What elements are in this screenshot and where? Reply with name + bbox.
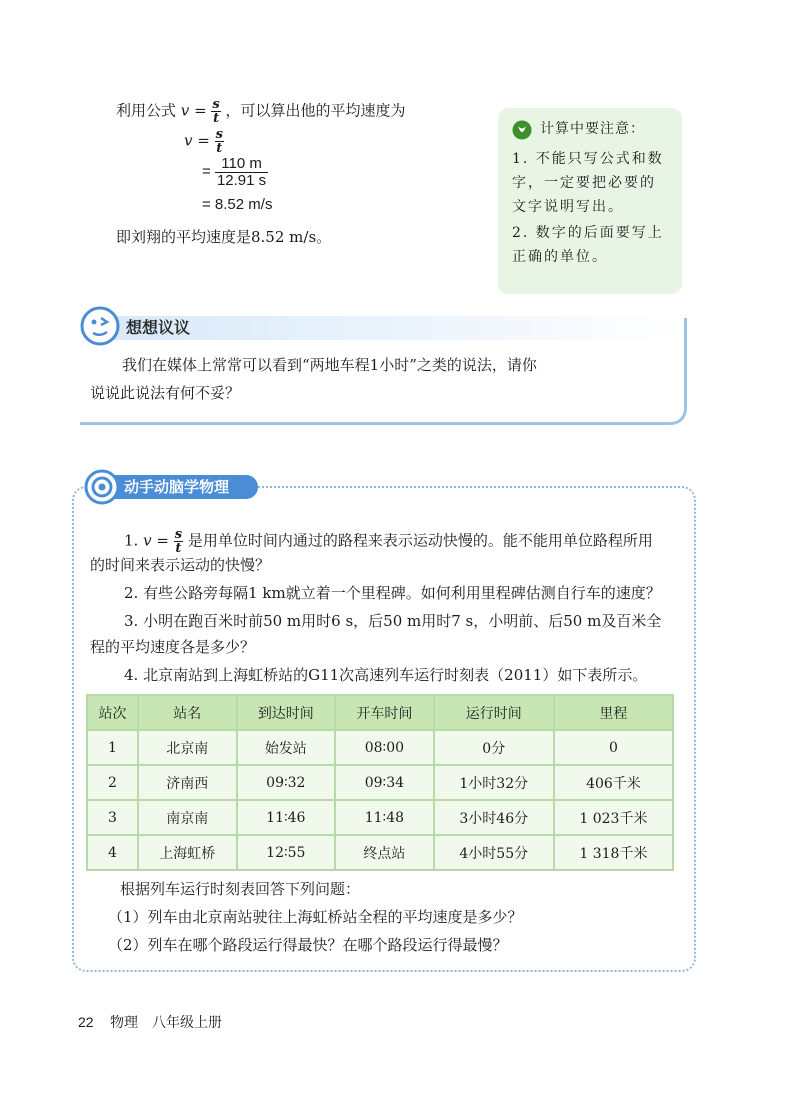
question-4: 4. 北京南站到上海虹桥站的G11次高速列车运行时刻表（2011）如下表所示。 [124, 666, 648, 684]
table-cell: 北京南 [138, 730, 237, 765]
table-cell: 09∶34 [335, 765, 434, 800]
fraction-denominator-t: t [213, 111, 220, 126]
time-value: 12.91 s [216, 171, 267, 189]
tip-line-5: 正确的单位。 [512, 249, 608, 265]
table-cell: 始发站 [237, 730, 336, 765]
table-cell: 11∶48 [335, 800, 434, 835]
hands-on-title: 动手动脑学物理 [124, 478, 230, 496]
table-header-cell: 开车时间 [335, 695, 434, 730]
question-2: 2. 有些公路旁每隔1 km就立着一个里程碑。如何利用里程碑估测自行车的速度？ [124, 584, 661, 602]
table-header-row [87, 695, 673, 730]
think-text-line-1: 我们在媒体上常常可以看到“两地车程1小时”之类的说法，请你 [122, 356, 537, 374]
table-row [87, 765, 673, 800]
formula-result: = 8.52 m/s [202, 196, 273, 213]
table-cell: 3 [87, 800, 138, 835]
tip-line-3: 文字说明写出。 [512, 199, 624, 215]
formula-equals: = [194, 101, 207, 120]
fraction-numerator-s: s [212, 97, 220, 112]
q1-numerator: s [174, 527, 183, 542]
target-icon [84, 469, 120, 505]
distance-value: 110 m [215, 156, 268, 173]
question-1-line-1 [124, 528, 653, 555]
table-cell: 上海虹桥 [138, 835, 237, 870]
table-cell: 4 [87, 835, 138, 870]
q1-equals: = [156, 531, 169, 550]
tip-title: 计算中要注意： [540, 121, 645, 137]
formula-intro-after: ，可以算出他的平均速度为 [225, 101, 406, 120]
formula-intro-before: 利用公式 [116, 101, 177, 120]
table-header-cell: 运行时间 [434, 695, 554, 730]
table-cell: 4小时55分 [434, 835, 554, 870]
table-cell: 0 [554, 730, 673, 765]
table-cell: 3小时46分 [434, 800, 554, 835]
formula-step1-fraction [215, 128, 224, 155]
formula-step2-fraction [215, 156, 268, 189]
formula-step-2 [202, 156, 268, 189]
think-title: 想想议议 [126, 318, 191, 337]
table-header-cell: 站次 [87, 695, 138, 730]
table-row [87, 835, 673, 870]
table-cell: 406千米 [554, 765, 673, 800]
question-3-line-2: 程的平均速度各是多少？ [90, 638, 256, 656]
table-cell: 0分 [434, 730, 554, 765]
question-3-line-1: 3. 小明在跑百米时前50 m用时6 s，后50 m用时7 s，小明前、后50 m及百米全 [124, 612, 662, 630]
sub-question-2: （2）列车在哪个路段运行得最快？在哪个路段运行得最慢？ [108, 936, 508, 954]
table-cell: 09∶32 [237, 765, 336, 800]
table-cell: 2 [87, 765, 138, 800]
table-row [87, 800, 673, 835]
page-number: 22 [78, 1014, 94, 1030]
table-cell: 济南西 [138, 765, 237, 800]
table-cell: 1 [87, 730, 138, 765]
table-header-cell: 里程 [554, 695, 673, 730]
formula-intro-line [116, 98, 406, 125]
table-cell: 1 318千米 [554, 835, 673, 870]
tip-line-4: 2. 数字的后面要写上 [512, 225, 664, 241]
q1-denominator: t [175, 541, 182, 556]
think-text-line-2: 说说此说法有何不妥？ [90, 384, 241, 402]
table-cell: 1小时32分 [434, 765, 554, 800]
leaf-icon [512, 120, 532, 140]
question-1-number: 1. [124, 531, 139, 550]
q1-var-v: v [143, 531, 152, 550]
step1-denominator: t [216, 141, 223, 156]
table-cell: 08∶00 [335, 730, 434, 765]
question-1-text: 是用单位时间内通过的路程来表示运动快慢的。能不能用单位路程所用 [187, 531, 653, 550]
formula-step1-v: v [184, 131, 193, 150]
table-row [87, 730, 673, 765]
table-cell: 1 023千米 [554, 800, 673, 835]
sub-question-1: （1）列车由北京南站驶往上海虹桥站全程的平均速度是多少？ [108, 908, 523, 926]
table-header-cell: 到达时间 [237, 695, 336, 730]
train-timetable [86, 694, 674, 871]
formula-conclusion: 即刘翔的平均速度是8.52 m/s。 [116, 228, 332, 246]
q1-fraction [174, 528, 183, 555]
tip-line-2: 字，一定要把必要的 [512, 175, 656, 191]
table-cell: 11∶46 [237, 800, 336, 835]
formula-var-v: v [180, 101, 190, 120]
formula-fraction-inline [211, 98, 220, 125]
question-1-line-2: 的时间来表示运动的快慢？ [90, 556, 271, 574]
formula-step1-equals: = [197, 131, 210, 150]
table-cell: 12∶55 [237, 835, 336, 870]
tip-box [498, 108, 682, 294]
table-cell: 南京南 [138, 800, 237, 835]
formula-step-1 [184, 128, 224, 155]
tip-line-1: 1. 不能只写公式和数 [512, 151, 664, 167]
table-header-cell: 站名 [138, 695, 237, 730]
thinking-face-icon [80, 306, 120, 346]
table-cell: 终点站 [335, 835, 434, 870]
page-footer [78, 1012, 222, 1032]
after-table-text: 根据列车运行时刻表回答下列问题： [120, 880, 361, 898]
formula-step2-equals: = [202, 163, 211, 181]
step1-numerator: s [215, 127, 223, 142]
book-title: 物理 八年级上册 [110, 1015, 223, 1031]
